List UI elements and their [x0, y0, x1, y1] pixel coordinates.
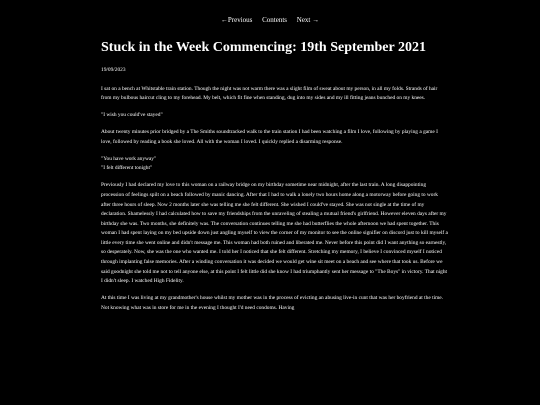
paragraph: About twenty minutes prior bridged by a The Smiths soundtracked walk to the train station I had been watching a film I love, following by playing a game I love, followed by reading a book she loved. All with the woman I loved. I quickly replied a disarming response.: [101, 129, 438, 145]
arrow-right-icon: →: [312, 16, 320, 24]
paragraph: I sat on a bench at Whitstable train station. Though the night was not warm there was a slight film of sweat about my person, in all my folds. Strands of hair from my bulbous haircut cling to my forehead. My belt, which fit fine when standing, dug into my sides and my ill fitting jeans bunched on my knees.: [101, 85, 438, 102]
paragraph: At this time I was living at my grandmother's house whilst my mother was in the process of evicting an abusing live-in cunt that was her boyfriend at the time. Not knowing what was in store for me in the evening I thought I'd need condoms. Having: [101, 295, 444, 311]
next-label: Next: [296, 16, 311, 24]
paragraph: "You have work anyway": [101, 155, 157, 162]
next-link[interactable]: [297, 16, 319, 24]
arrow-left-icon: ←: [220, 16, 228, 24]
post-body: [101, 66, 448, 321]
contents-link[interactable]: Contents: [262, 16, 288, 24]
post-navigation: [0, 15, 540, 25]
previous-link[interactable]: [221, 16, 253, 24]
page-title: Stuck in the Week Commencing: 19th September 2021: [101, 40, 426, 55]
previous-label: Previous: [227, 16, 253, 24]
paragraph: "I felt different tonight": [101, 165, 153, 172]
paragraph: Previously I had declared my love to this woman on a railway bridge on my birthday sometime near midnight, after the last train. A long disappointing procession of feelings spilt on a beach followed by manic dancing. After that I had to walk a lonely two hours home along a motorway before going to work after three hours of sleep. Now 2 months later she was telling me she felt different. She wished I could've stayed. She was not single at the time of my declaration. Shamelessly I had calculated how to save my friendships from the unraveling of stealing a mutual friend's girlfriend. However eleven days after my birthday she was. Two months, she definitely was. The conversation continues telling me she had butterflies the whole afternoon we had spent together. This woman I had spent laying on my bed upside down just angling myself to view the corner of my monitor to see the online signifier on discord just to kill myself a little every time she went online and didn't message me. This woman had both ruined and liberated me. Never before this point did I want anything so earnestly, so desperately. Now, she was the one who wanted me. I told her I noticed that she felt different. Stretching my memory, I believe I convinced myself I noticed through implanting false memories. After a winding conversation it was decided we would get wine sit meet on a beach and see where that took us. Before we said goodnight she told me not to tell anyone else, at this point I felt little did she know I had triumphantly sent her message to "The Boys" in victory. That night I didn't sleep. I watched High Fidelity.: [101, 182, 448, 285]
post-date: 19/09/2023: [101, 67, 126, 73]
paragraph: "I wish you could've stayed": [101, 112, 163, 119]
